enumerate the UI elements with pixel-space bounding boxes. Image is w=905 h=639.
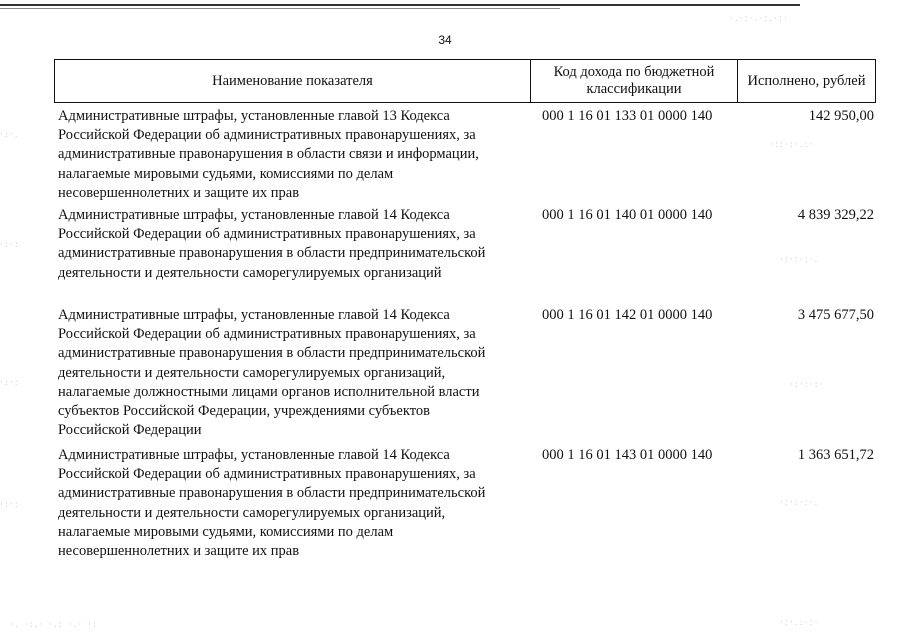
scan-noise: ·::·:·.:· xyxy=(770,140,815,150)
name-line: Российской Федерации об административных правонарушениях, за xyxy=(58,326,476,343)
name-line: налагаемые мировыми судьями, комиссиями по делам xyxy=(58,523,394,540)
row-executed-amount: 3 475 677,50 xyxy=(797,307,874,323)
row-executed-amount: 4 839 329,22 xyxy=(797,207,874,223)
name-line: административные правонарушения в области предпринимательской xyxy=(58,345,486,362)
scan-noise: ·:·:·:· xyxy=(790,380,825,390)
scan-noise: ·:·.:·:· xyxy=(780,618,820,628)
table-header xyxy=(54,59,876,103)
name-line: Административные штрафы, установленные главой 14 Кодекса xyxy=(58,307,450,323)
header-budget-code-line2: классификации xyxy=(586,81,682,97)
name-line: Административные штрафы, установленные главой 14 Кодекса xyxy=(58,207,450,223)
scan-noise: ·:·. xyxy=(0,130,20,140)
name-line: деятельности и деятельности саморегулируемых организаций, xyxy=(58,364,446,381)
name-line: административные правонарушения в области связи и информации, xyxy=(58,146,479,163)
header-budget-code xyxy=(531,60,738,102)
header-budget-code-line1: Код дохода по бюджетной xyxy=(553,64,715,80)
name-line: Административные штрафы, установленные главой 13 Кодекса xyxy=(58,108,450,124)
row-indicator-name xyxy=(58,107,520,203)
page-number: 34 xyxy=(438,33,452,47)
top-border-line-thin xyxy=(0,8,560,9)
row-budget-code: 000 1 16 01 142 01 0000 140 xyxy=(542,307,713,323)
row-indicator-name xyxy=(58,206,520,283)
row-indicator-name xyxy=(58,306,520,440)
name-line: деятельности и деятельности саморегулируемых организаций xyxy=(58,264,442,281)
row-budget-code: 000 1 16 01 140 01 0000 140 xyxy=(542,207,713,223)
scan-noise: ·:·:·:·. xyxy=(780,498,820,508)
name-line: Административные штрафы, установленные главой 14 Кодекса xyxy=(58,447,450,463)
name-line: субъектов Российской Федерации, учреждениями субъектов xyxy=(58,403,430,420)
header-executed: Исполнено, рублей xyxy=(747,72,866,89)
scan-noise: ·:·:·:·. xyxy=(780,255,820,265)
name-line: Российской Федерации xyxy=(58,422,202,439)
scan-noise: ·:·: xyxy=(0,378,20,388)
name-line: Российской Федерации об административных правонарушениях, за xyxy=(58,466,476,483)
header-indicator-name: Наименование показателя xyxy=(55,60,531,102)
name-line: административные правонарушения в области предпринимательской xyxy=(58,485,486,502)
top-border-line xyxy=(0,4,800,6)
name-line: несовершеннолетних и защите их прав xyxy=(58,184,300,201)
row-indicator-name xyxy=(58,446,520,561)
scan-noise: ·.·:·.·:.·:· xyxy=(730,14,789,24)
name-line: Российской Федерации об административных правонарушениях, за xyxy=(58,226,476,243)
row-executed-amount: 142 950,00 xyxy=(808,108,874,124)
name-line: налагаемые мировыми судьями, комиссиями по делам xyxy=(58,165,394,182)
name-line: налагаемые должностными лицами органов исполнительной власти xyxy=(58,383,480,400)
name-line: Российской Федерации об административных правонарушениях, за xyxy=(58,127,476,144)
scan-noise: ·:·: xyxy=(0,240,20,250)
name-line: административные правонарушения в области предпринимательской xyxy=(58,245,486,262)
row-budget-code: 000 1 16 01 133 01 0000 140 xyxy=(542,108,713,124)
name-line: деятельности и деятельности саморегулируемых организаций, xyxy=(58,504,446,521)
scan-noise: ·:·: xyxy=(0,500,20,510)
name-line: несовершеннолетних и защите их прав xyxy=(58,543,300,560)
scan-noise: ·. ·:.· ·.: ·.· ·: xyxy=(10,620,99,630)
row-executed-amount: 1 363 651,72 xyxy=(797,447,874,463)
row-budget-code: 000 1 16 01 143 01 0000 140 xyxy=(542,447,713,463)
